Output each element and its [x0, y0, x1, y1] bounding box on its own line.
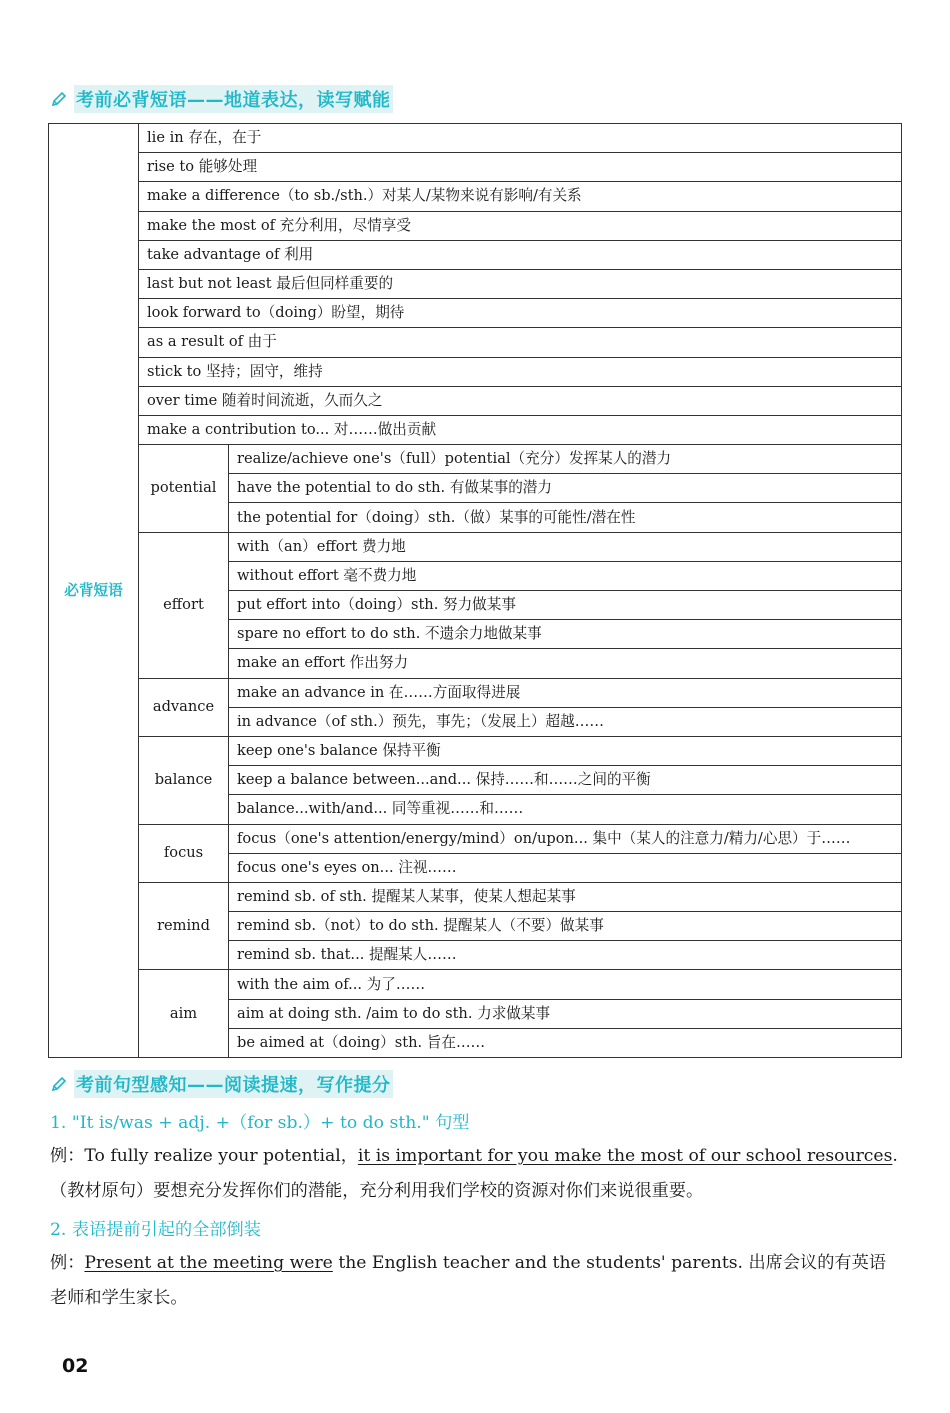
- example-label: 例：: [50, 1146, 85, 1166]
- phrase-cell: remind sb. of sth. 提醒某人某事，使某人想起某事: [229, 882, 902, 911]
- keyword-cell: effort: [139, 532, 229, 678]
- example-text: the English teacher and the students' parents. 出席会议的有英语老师和学生家长。: [50, 1253, 886, 1308]
- keyword-cell: advance: [139, 678, 229, 736]
- table-row: [49, 386, 902, 415]
- phrase-cell: remind sb.（not）to do sth. 提醒某人（不要）做某事: [229, 912, 902, 941]
- phrase-cell: make an advance in 在……方面取得进展: [229, 678, 902, 707]
- example-label: 例：: [50, 1253, 85, 1273]
- phrase-cell: over time 随着时间流逝，久而久之: [139, 386, 902, 415]
- example-paragraph-1: [50, 1139, 902, 1209]
- phrase-cell: make an effort 作出努力: [229, 649, 902, 678]
- table-row: [49, 532, 902, 561]
- underlined-phrase: it is important for you make the most of our school resources: [357, 1146, 893, 1166]
- phrase-cell: make a contribution to... 对……做出贡献: [139, 415, 902, 444]
- category-cell: 必背短语: [49, 124, 139, 1058]
- table-row: [49, 153, 902, 182]
- phrase-cell: spare no effort to do sth. 不遗余力地做某事: [229, 620, 902, 649]
- phrase-cell: lie in 存在，在于: [139, 124, 902, 153]
- phrase-table: [48, 123, 902, 1058]
- table-row: [49, 415, 902, 444]
- phrase-cell: stick to 坚持；固守，维持: [139, 357, 902, 386]
- phrase-cell: look forward to（doing）盼望，期待: [139, 299, 902, 328]
- keyword-cell: remind: [139, 882, 229, 970]
- phrase-cell: balance...with/and... 同等重视……和……: [229, 795, 902, 824]
- section-heading-phrases: [50, 86, 393, 112]
- table-row: [49, 299, 902, 328]
- phrase-cell: have the potential to do sth. 有做某事的潜力: [229, 474, 902, 503]
- phrase-cell: as a result of 由于: [139, 328, 902, 357]
- phrase-cell: be aimed at（doing）sth. 旨在……: [229, 1028, 902, 1057]
- keyword-cell: balance: [139, 736, 229, 824]
- phrase-cell: the potential for（doing）sth.（做）某事的可能性/潜在性: [229, 503, 902, 532]
- pencil-icon: [50, 90, 68, 108]
- example-text: To fully realize your potential，: [84, 1146, 358, 1166]
- phrase-cell: keep a balance between...and... 保持……和……之间的平衡: [229, 766, 902, 795]
- pattern-heading-2: 2. 表语提前引起的全部倒装: [50, 1220, 261, 1240]
- phrase-cell: with（an）effort 费力地: [229, 532, 902, 561]
- table-row: [49, 678, 902, 707]
- example-text: .（教材原句）要想充分发挥你们的潜能，充分利用我们学校的资源对你们来说很重要。: [50, 1146, 898, 1201]
- phrase-cell: aim at doing sth. /aim to do sth. 力求做某事: [229, 999, 902, 1028]
- table-row: [49, 824, 902, 853]
- phrase-cell: without effort 毫不费力地: [229, 561, 902, 590]
- table-row: [49, 269, 902, 298]
- phrase-cell: with the aim of... 为了……: [229, 970, 902, 999]
- phrase-cell: keep one's balance 保持平衡: [229, 736, 902, 765]
- keyword-cell: aim: [139, 970, 229, 1058]
- section-title: 考前必背短语——地道表达，读写赋能: [74, 85, 393, 113]
- underlined-phrase: Present at the meeting were: [84, 1253, 333, 1273]
- table-row: [49, 882, 902, 911]
- table-row: [49, 328, 902, 357]
- phrase-cell: focus（one's attention/energy/mind）on/upon... 集中（某人的注意力/精力/心思）于……: [229, 824, 902, 853]
- phrase-cell: focus one's eyes on... 注视……: [229, 853, 902, 882]
- example-paragraph-2: [50, 1246, 902, 1316]
- table-row: [49, 357, 902, 386]
- table-row: [49, 211, 902, 240]
- keyword-cell: potential: [139, 445, 229, 533]
- phrase-cell: make the most of 充分利用，尽情享受: [139, 211, 902, 240]
- phrase-cell: remind sb. that... 提醒某人……: [229, 941, 902, 970]
- keyword-cell: focus: [139, 824, 229, 882]
- section-heading-sentences: [50, 1071, 393, 1097]
- page-number: 02: [62, 1355, 89, 1377]
- phrase-cell: last but not least 最后但同样重要的: [139, 269, 902, 298]
- phrase-cell: realize/achieve one's（full）potential（充分）发挥某人的潜力: [229, 445, 902, 474]
- table-row: [49, 970, 902, 999]
- pattern-heading-1: 1. "It is/was + adj. +（for sb.）+ to do sth." 句型: [50, 1113, 470, 1133]
- phrase-cell: in advance（of sth.）预先，事先；（发展上）超越……: [229, 707, 902, 736]
- table-row: [49, 240, 902, 269]
- phrase-cell: take advantage of 利用: [139, 240, 902, 269]
- table-row: [49, 736, 902, 765]
- table-row: [49, 445, 902, 474]
- pencil-icon: [50, 1075, 68, 1093]
- phrase-cell: put effort into（doing）sth. 努力做某事: [229, 591, 902, 620]
- section-title: 考前句型感知——阅读提速，写作提分: [74, 1070, 393, 1098]
- table-row: [49, 182, 902, 211]
- phrase-cell: make a difference（to sb./sth.）对某人/某物来说有影响/有关系: [139, 182, 902, 211]
- phrase-cell: rise to 能够处理: [139, 153, 902, 182]
- table-row: [49, 124, 902, 153]
